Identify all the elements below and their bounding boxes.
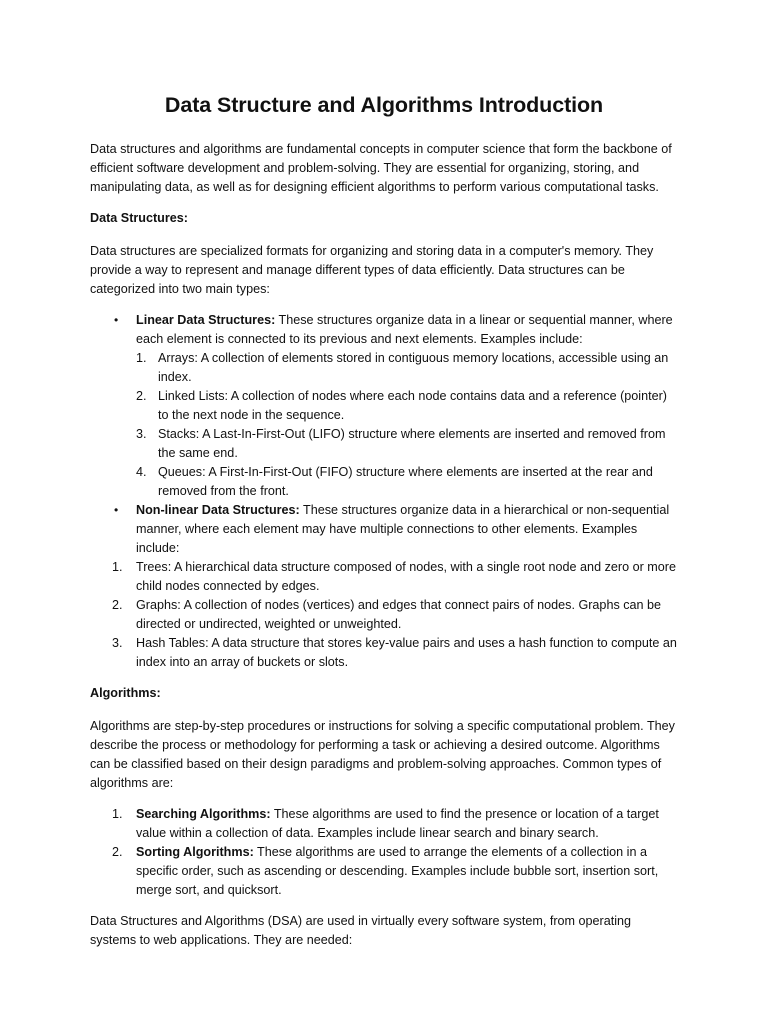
- list-number: 2.: [136, 389, 147, 403]
- algorithms-intro: Algorithms are step-by-step procedures or instructions for solving a specific computational problem. They describe the process or methodology for performing a task or achieving a desired outcome. Algorithms can be classified based on their design paradigms and problem-solving approaches. Common types of algorithms are:: [90, 719, 675, 790]
- list-item: [136, 425, 678, 463]
- list-item: [136, 349, 678, 387]
- nonlinear-bullet: [90, 501, 678, 558]
- page-title: Data Structure and Algorithms Introduction: [164, 93, 604, 117]
- list-number: 3.: [112, 636, 123, 650]
- list-number: 3.: [136, 427, 147, 441]
- bullet-icon: •: [114, 503, 119, 517]
- list-item: [90, 805, 678, 843]
- list-item-text: Graphs: A collection of nodes (vertices) and edges that connect pairs of nodes. Graphs can be directed or undirected, weighted or unweighted.: [136, 598, 662, 631]
- linear-text: These structures organize data in a linear or sequential manner, where each element is connected to its previous and next elements. Examples include:: [136, 313, 673, 346]
- bullet-icon: •: [114, 313, 119, 327]
- data-structure-types-list: [90, 311, 678, 558]
- list-number: 2.: [112, 845, 123, 859]
- linear-label: Linear Data Structures:: [136, 313, 276, 327]
- algorithm-label: Searching Algorithms:: [136, 807, 271, 821]
- list-number: 1.: [112, 560, 123, 574]
- algorithm-types-list: [90, 805, 678, 900]
- linear-examples-list: [136, 349, 678, 501]
- nonlinear-text: These structures organize data in a hierarchical or non-sequential manner, where each element may have multiple connections to other elements. Examples include:: [136, 503, 670, 555]
- list-number: 4.: [136, 465, 147, 479]
- list-number: 1.: [136, 351, 147, 365]
- list-item: [90, 596, 678, 634]
- list-item-text: These algorithms are used to find the presence or location of a target value within a collection of data. Examples include linear search and binary search.: [136, 807, 659, 840]
- intro-paragraph: Data structures and algorithms are fundamental concepts in computer science that form the backbone of efficient software development and problem-solving. They are essential for organizing, storing, and manipulating data, as well as for designing efficient algorithms to perform various computational tasks.: [90, 142, 672, 194]
- algorithms-heading: Algorithms:: [90, 686, 161, 700]
- nonlinear-label: Non-linear Data Structures:: [136, 503, 300, 517]
- nonlinear-examples-list: [90, 558, 678, 672]
- closing-paragraph: Data Structures and Algorithms (DSA) are used in virtually every software system, from operating systems to web applications. They are needed:: [90, 914, 632, 947]
- list-item-text: Hash Tables: A data structure that stores key-value pairs and uses a hash function to compute an index into an array of buckets or slots.: [136, 636, 677, 669]
- list-item-text: These algorithms are used to arrange the elements of a collection in a specific order, such as ascending or descending. Examples include bubble sort, insertion sort, merge sort, and quicksort.: [136, 845, 659, 897]
- list-item: [136, 463, 678, 501]
- list-number: 1.: [112, 807, 123, 821]
- data-structures-intro: Data structures are specialized formats for organizing and storing data in a computer's memory. They provide a way to represent and manage different types of data efficiently. Data structures can be categorized into two main types:: [90, 244, 654, 296]
- list-item-text: Stacks: A Last-In-First-Out (LIFO) structure where elements are inserted and removed from the same end.: [158, 427, 666, 460]
- list-item-text: Linked Lists: A collection of nodes where each node contains data and a reference (pointer) to the next node in the sequence.: [158, 389, 667, 422]
- list-item-text: Queues: A First-In-First-Out (FIFO) structure where elements are inserted at the rear and removed from the front.: [158, 465, 653, 498]
- data-structures-heading: Data Structures:: [90, 211, 188, 225]
- list-item: [90, 558, 678, 596]
- algorithm-label: Sorting Algorithms:: [136, 845, 254, 859]
- list-number: 2.: [112, 598, 123, 612]
- list-item-text: Arrays: A collection of elements stored in contiguous memory locations, accessible using an index.: [158, 351, 669, 384]
- list-item: [136, 387, 678, 425]
- list-item: [90, 634, 678, 672]
- linear-bullet: [90, 311, 678, 501]
- list-item-text: Trees: A hierarchical data structure composed of nodes, with a single root node and zero or more child nodes connected by edges.: [136, 560, 676, 593]
- list-item: [90, 843, 678, 900]
